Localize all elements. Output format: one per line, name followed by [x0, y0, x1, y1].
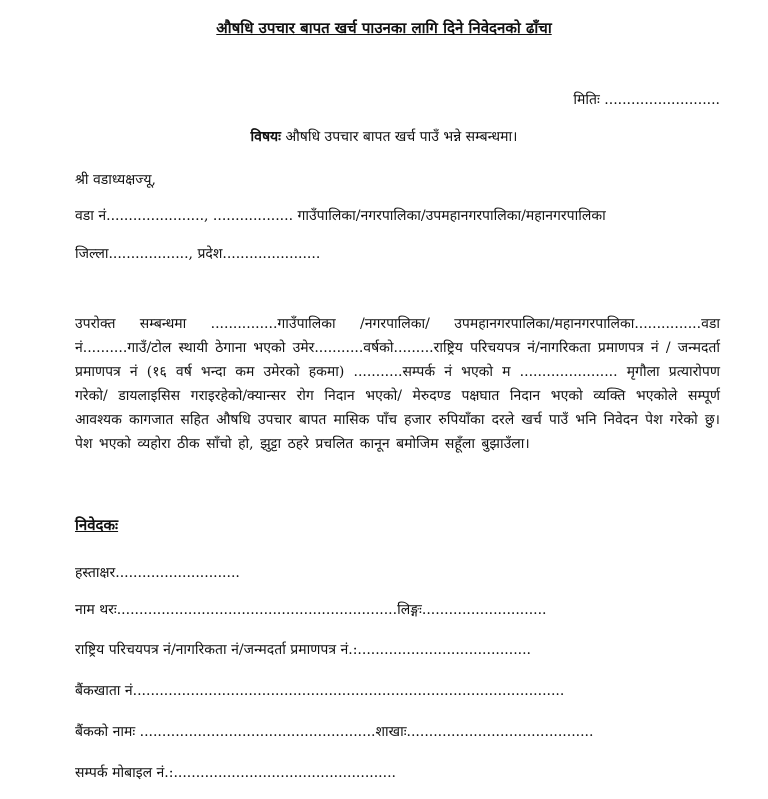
document-title	[0, 18, 768, 38]
subject-line	[0, 127, 768, 146]
greeting: श्री वडाध्यक्षज्यू,	[75, 172, 156, 188]
name-gender-line: नाम थरः...............................................................लिङ्गः............................	[75, 602, 547, 618]
body-paragraph: उपरोक्त सम्बन्धमा ...............गाउँपालिका /नगरपालिका/ उपमहानगरपालिका/महानगरपालिका...............वडा नं..........गाउँ/टोल स्थायी ठेगाना भएको उमेर...........वर्षको.........राष्ट्रिय परिचयपत्र नं/नागरिकता प्रमाणपत्र नं / जन्मदर्ता प्रमाणपत्र नं (१६ वर्ष भन्दा कम उमेरको हकमा) ...........सम्पर्क नं भएको म ...................... मृगौला प्रत्यारोपण गरेको/ डायलाइसिस गराइरहेको/क्यान्सर रोग निदान भएको/ मेरुदण्ड पक्षघात निदान भएको व्यक्ति भएकोले सम्पूर्ण आवश्यक कागजात सहित औषधि उपचार बापत मासिक पाँच हजार रुपियाँका दरले खर्च पाउँ भनि निवेदन पेश गरेको छु। पेश भएको व्यहोरा ठीक साँचो हो, झुट्टा ठहरे प्रचलित कानून बमोजिम सहूँला बुझाउँला।	[75, 316, 720, 452]
address-line-ward: वडा नं......................, .................. गाउँपालिका/नगरपालिका/उपमहानगरपालिका/महानगरपालिका	[75, 208, 606, 224]
bank-account-line: बैंकखाता नं.................................................................................................	[75, 683, 565, 699]
date-line: मितिः ..........................	[573, 92, 720, 108]
subject-label: विषयः	[250, 129, 281, 145]
subject-text: औषधि उपचार बापत खर्च पाउँ भन्ने सम्बन्धमा।	[281, 129, 518, 145]
applicant-heading: निवेदकः	[75, 516, 119, 534]
document-title-text: औषधि उपचार बापत खर्च पाउनका लागि दिने निवेदनको ढाँचा	[216, 19, 552, 37]
national-id-line: राष्ट्रिय परिचयपत्र नं/नागरिकता नं/जन्मदर्ता प्रमाणपत्र नं.:.......................................	[75, 642, 531, 658]
mobile-number-line: सम्पर्क मोबाइल नं.:..................................................	[75, 765, 396, 781]
signature-line: हस्ताक्षर............................	[75, 565, 240, 581]
bank-name-line: बैंकको नामः .....................................................शाखाः..........................................	[75, 724, 594, 740]
address-line-district: जिल्ला.................., प्रदेश......................	[75, 246, 321, 262]
